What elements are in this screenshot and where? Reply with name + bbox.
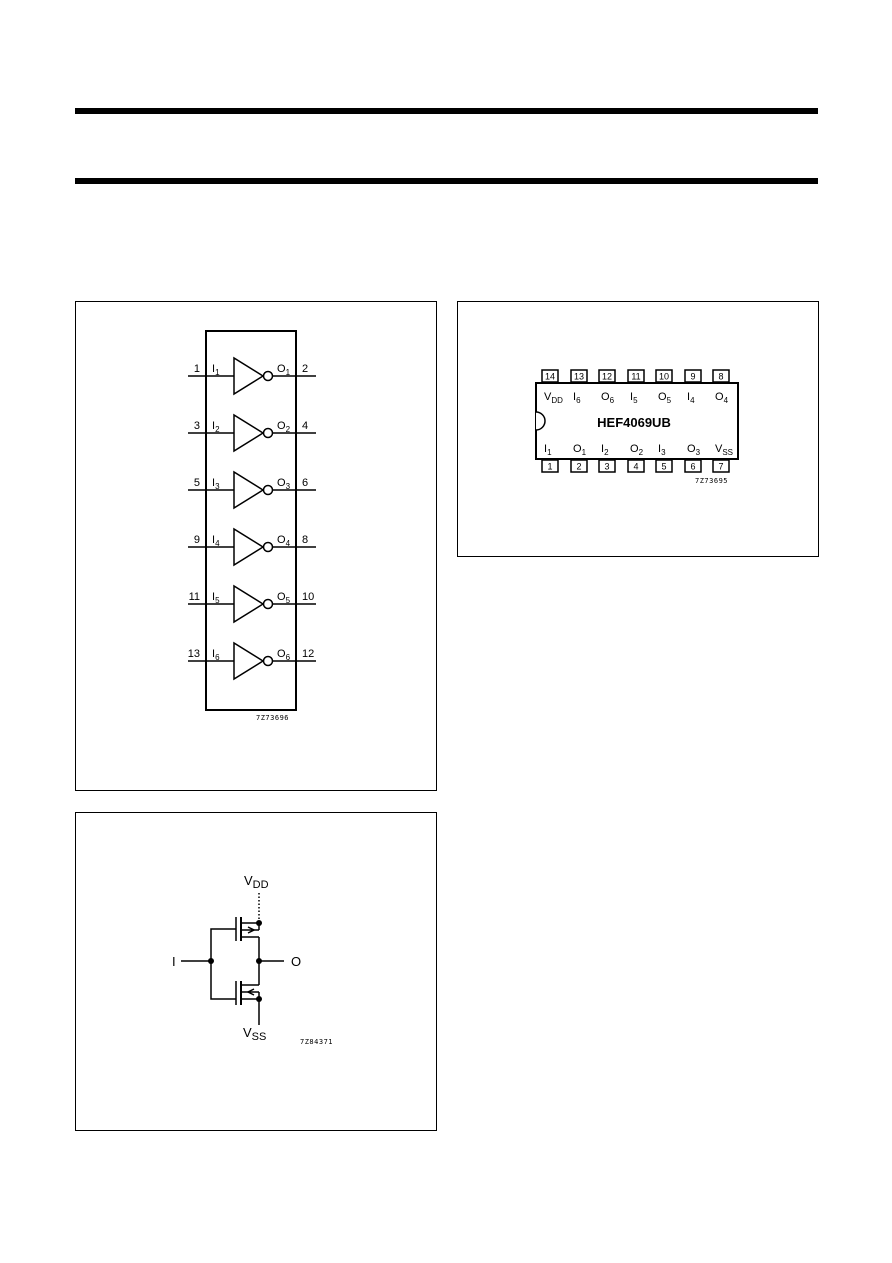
output-subscript: 1 bbox=[285, 368, 291, 377]
pin-label bbox=[687, 443, 701, 457]
inversion-bubble bbox=[264, 543, 273, 552]
vdd-label: $V_{DD}$ bbox=[244, 873, 269, 891]
pinning-ref-code: 7Z73695 bbox=[695, 477, 729, 485]
pin-label bbox=[715, 391, 729, 405]
input-subscript: 3 bbox=[215, 482, 220, 491]
output-subscript: 3 bbox=[285, 482, 291, 491]
output-pin-number: 8 bbox=[302, 534, 309, 546]
pin-number: 6 bbox=[690, 461, 696, 472]
pin-label-letter: O bbox=[687, 443, 696, 455]
pin-label-letter: I bbox=[687, 391, 691, 403]
output-label: O bbox=[291, 954, 302, 969]
output-subscript: 2 bbox=[285, 425, 291, 434]
input-subscript: 1 bbox=[215, 368, 220, 377]
output-label: $O_1$ bbox=[277, 363, 291, 377]
pin-10 bbox=[656, 370, 672, 405]
pin-2 bbox=[571, 443, 587, 472]
pin-label bbox=[715, 443, 733, 457]
logic-ref-code: 7Z73696 bbox=[256, 714, 290, 722]
output-label: $O_3$ bbox=[277, 477, 291, 491]
inverter-triangle bbox=[234, 586, 263, 622]
input-label: $I_1$ bbox=[212, 363, 220, 377]
pin-label-subscript: DD bbox=[551, 396, 563, 405]
inversion-bubble bbox=[264, 372, 273, 381]
pin-number: 7 bbox=[718, 461, 724, 472]
pin-label bbox=[658, 391, 672, 405]
logic-diagram-panel bbox=[75, 301, 437, 791]
pin-label-letter: I bbox=[573, 391, 577, 403]
pin-11 bbox=[628, 370, 644, 405]
pin-label-subscript: 3 bbox=[695, 448, 701, 457]
pin-label-subscript: SS bbox=[722, 448, 734, 457]
pin-label-letter: V bbox=[715, 443, 723, 455]
input-subscript: 4 bbox=[215, 539, 220, 548]
pin-label bbox=[601, 391, 615, 405]
pin-label-letter: I bbox=[658, 443, 662, 455]
nmos-transistor bbox=[236, 961, 259, 1025]
pin-7 bbox=[713, 443, 733, 472]
output-pin-number: 10 bbox=[302, 591, 315, 603]
pin-number: 3 bbox=[604, 461, 610, 472]
part-number: HEF4069UB bbox=[597, 415, 671, 430]
pmos-transistor bbox=[236, 917, 259, 961]
inversion-bubble bbox=[264, 657, 273, 666]
schematic-panel bbox=[75, 812, 437, 1131]
pin-number: 14 bbox=[544, 371, 556, 382]
pinning-panel bbox=[457, 301, 819, 557]
pin-label-subscript: 5 bbox=[633, 396, 638, 405]
pin-label-subscript: 6 bbox=[576, 396, 581, 405]
pin-9 bbox=[685, 370, 701, 405]
schematic-ref-code: 7Z84371 bbox=[300, 1038, 334, 1046]
inverter-schematic bbox=[76, 813, 436, 1130]
input-label: $I_5$ bbox=[212, 591, 220, 605]
pinning-diagram bbox=[458, 302, 818, 556]
pin-label-subscript: 4 bbox=[723, 396, 729, 405]
pin-13 bbox=[571, 370, 587, 405]
pin-label-letter: O bbox=[715, 391, 724, 403]
pin-label-letter: I bbox=[544, 443, 548, 455]
pin-number: 12 bbox=[601, 371, 613, 382]
inverter-triangle bbox=[234, 643, 263, 679]
input-pin-number: 11 bbox=[188, 591, 200, 603]
output-pin-number: 6 bbox=[302, 477, 309, 489]
pin-8 bbox=[713, 370, 729, 405]
pin-number: 5 bbox=[661, 461, 667, 472]
header-rule-bottom bbox=[75, 178, 818, 184]
inversion-bubble bbox=[264, 600, 273, 609]
pin-4 bbox=[628, 443, 644, 472]
pin-label bbox=[573, 443, 587, 457]
logic-diagram bbox=[76, 302, 436, 790]
inverter-triangle bbox=[234, 415, 263, 451]
pin-label-letter: V bbox=[544, 391, 552, 403]
pin-label bbox=[630, 391, 638, 405]
vss-label: $V_{SS}$ bbox=[243, 1025, 267, 1043]
output-subscript: 6 bbox=[285, 653, 291, 662]
input-label: $I_6$ bbox=[212, 648, 220, 662]
pin-6 bbox=[685, 443, 701, 472]
pin-number: 8 bbox=[718, 371, 724, 382]
input-label: $I_3$ bbox=[212, 477, 220, 491]
pin-1 bbox=[542, 443, 558, 472]
pin-label-letter: O bbox=[573, 443, 582, 455]
pin-number: 4 bbox=[633, 461, 639, 472]
input-subscript: 6 bbox=[215, 653, 220, 662]
pin-label bbox=[601, 443, 609, 457]
output-pin-number: 12 bbox=[302, 648, 315, 660]
output-pin-number: 4 bbox=[302, 420, 309, 432]
pin-label-letter: I bbox=[630, 391, 634, 403]
pin-number: 9 bbox=[690, 371, 696, 382]
output-label: $O_6$ bbox=[277, 648, 291, 662]
pin-label-subscript: 5 bbox=[666, 396, 672, 405]
input-subscript: 2 bbox=[215, 425, 220, 434]
pin-label bbox=[573, 391, 581, 405]
pin-label-letter: I bbox=[601, 443, 605, 455]
pin-label-subscript: 3 bbox=[661, 448, 666, 457]
pin-label-subscript: 1 bbox=[547, 448, 552, 457]
pin-label-subscript: 4 bbox=[690, 396, 695, 405]
pin-label-subscript: 2 bbox=[638, 448, 644, 457]
gnd-node-dot bbox=[256, 996, 262, 1002]
output-pin-number: 2 bbox=[302, 363, 309, 375]
pin-3 bbox=[599, 443, 615, 472]
input-pin-number: 5 bbox=[193, 477, 200, 489]
pin-label-subscript: 6 bbox=[609, 396, 615, 405]
pin-label-letter: O bbox=[601, 391, 610, 403]
output-label: $O_4$ bbox=[277, 534, 291, 548]
output-label: $O_5$ bbox=[277, 591, 291, 605]
input-pin-number: 1 bbox=[193, 363, 200, 375]
pin-label bbox=[630, 443, 644, 457]
pin-12 bbox=[599, 370, 615, 405]
pin-number: 13 bbox=[573, 371, 585, 382]
pin-number: 10 bbox=[658, 371, 670, 382]
pin-label-letter: O bbox=[630, 443, 639, 455]
output-node-dot bbox=[256, 958, 262, 964]
output-subscript: 4 bbox=[285, 539, 291, 548]
gate-wiring bbox=[181, 929, 236, 999]
pin1-notch bbox=[536, 412, 545, 430]
pin-number: 11 bbox=[631, 371, 641, 382]
pin-label-subscript: 1 bbox=[581, 448, 587, 457]
pin-5 bbox=[656, 443, 672, 472]
inverter-triangle bbox=[234, 529, 263, 565]
inversion-bubble bbox=[264, 486, 273, 495]
pin-number: 1 bbox=[547, 461, 553, 472]
input-pin-number: 3 bbox=[193, 420, 200, 432]
pin-label bbox=[658, 443, 666, 457]
pin-label bbox=[544, 443, 552, 457]
inversion-bubble bbox=[264, 429, 273, 438]
input-pin-number: 9 bbox=[193, 534, 200, 546]
inverter-triangle bbox=[234, 358, 263, 394]
header-rule-top bbox=[75, 108, 818, 114]
pin-label-letter: O bbox=[658, 391, 667, 403]
pin-label bbox=[687, 391, 695, 405]
input-label: I bbox=[172, 954, 176, 969]
input-subscript: 5 bbox=[215, 596, 220, 605]
pin-label bbox=[544, 391, 563, 405]
input-label: $I_2$ bbox=[212, 420, 220, 434]
inverter-triangle bbox=[234, 472, 263, 508]
output-label: $O_2$ bbox=[277, 420, 291, 434]
pin-number: 2 bbox=[576, 461, 582, 472]
pin-label-subscript: 2 bbox=[604, 448, 609, 457]
input-node-dot bbox=[208, 958, 214, 964]
input-label: $I_4$ bbox=[212, 534, 220, 548]
input-pin-number: 13 bbox=[187, 648, 200, 660]
output-subscript: 5 bbox=[285, 596, 291, 605]
pin-14 bbox=[542, 370, 563, 405]
